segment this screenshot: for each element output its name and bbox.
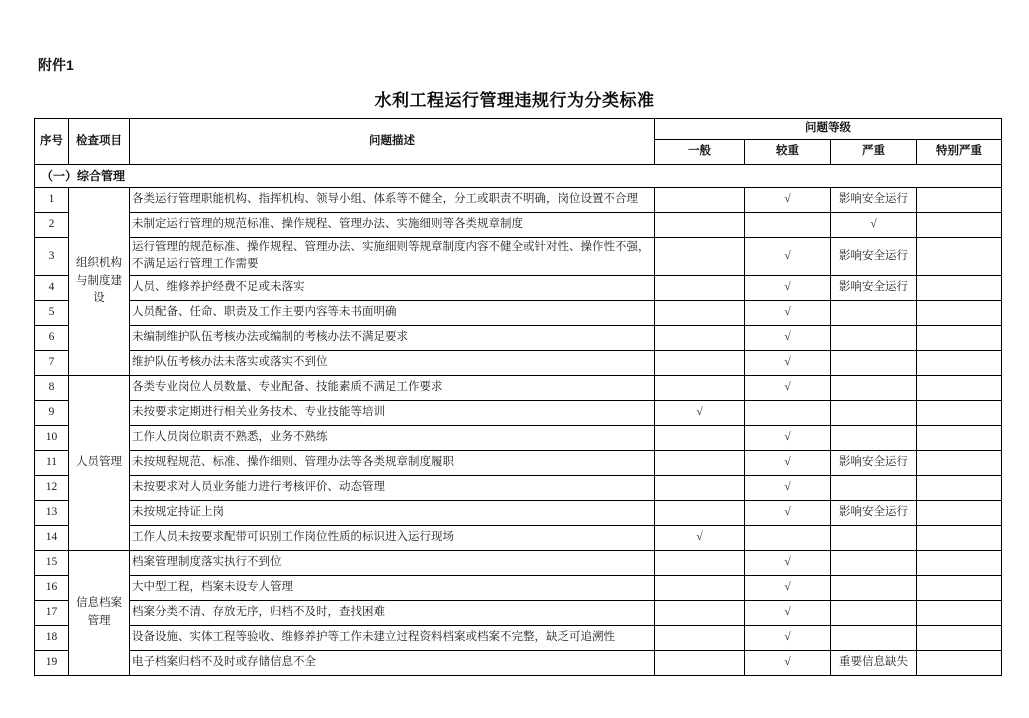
level-severe-cell xyxy=(831,475,917,500)
level-extreme-cell xyxy=(917,325,1002,350)
level-general-cell xyxy=(655,450,745,475)
level-moderate-cell: √ xyxy=(745,475,831,500)
seq-cell: 15 xyxy=(35,550,69,575)
level-general-cell: √ xyxy=(655,400,745,425)
seq-cell: 1 xyxy=(35,188,69,213)
seq-cell: 8 xyxy=(35,375,69,400)
seq-cell: 5 xyxy=(35,300,69,325)
header-level-severe: 严重 xyxy=(831,140,917,165)
description-cell: 大中型工程，档案未设专人管理 xyxy=(130,575,655,600)
level-moderate-cell: √ xyxy=(745,325,831,350)
seq-cell: 9 xyxy=(35,400,69,425)
description-cell: 维护队伍考核办法未落实或落实不到位 xyxy=(130,350,655,375)
level-extreme-cell xyxy=(917,650,1002,675)
level-moderate-cell: √ xyxy=(745,300,831,325)
level-extreme-cell xyxy=(917,600,1002,625)
table-row xyxy=(35,600,1002,625)
table-row xyxy=(35,450,1002,475)
table-row xyxy=(35,550,1002,575)
level-severe-cell: 重要信息缺失 xyxy=(831,650,917,675)
level-moderate-cell xyxy=(745,525,831,550)
level-extreme-cell xyxy=(917,213,1002,238)
description-cell: 档案管理制度落实执行不到位 xyxy=(130,550,655,575)
level-severe-cell xyxy=(831,375,917,400)
table-row xyxy=(35,650,1002,675)
seq-cell: 19 xyxy=(35,650,69,675)
level-severe-cell: 影响安全运行 xyxy=(831,450,917,475)
level-moderate-cell xyxy=(745,400,831,425)
level-general-cell xyxy=(655,575,745,600)
seq-cell: 12 xyxy=(35,475,69,500)
table-row xyxy=(35,375,1002,400)
table-row xyxy=(35,575,1002,600)
header-category: 检查项目 xyxy=(69,119,130,165)
header-level-extreme: 特别严重 xyxy=(917,140,1002,165)
level-extreme-cell xyxy=(917,425,1002,450)
seq-cell: 3 xyxy=(35,238,69,276)
page-title: 水利工程运行管理违规行为分类标准 xyxy=(374,91,655,110)
level-severe-cell: 影响安全运行 xyxy=(831,500,917,525)
table-row xyxy=(35,213,1002,238)
level-moderate-cell: √ xyxy=(745,500,831,525)
table-row xyxy=(35,625,1002,650)
level-general-cell xyxy=(655,188,745,213)
level-extreme-cell xyxy=(917,188,1002,213)
level-moderate-cell: √ xyxy=(745,575,831,600)
level-moderate-cell: √ xyxy=(745,625,831,650)
table-row xyxy=(35,238,1002,276)
level-severe-cell xyxy=(831,300,917,325)
table-row xyxy=(35,325,1002,350)
section-header-row xyxy=(35,165,1002,188)
level-general-cell xyxy=(655,350,745,375)
level-extreme-cell xyxy=(917,450,1002,475)
level-moderate-cell: √ xyxy=(745,650,831,675)
level-severe-cell xyxy=(831,550,917,575)
seq-cell: 11 xyxy=(35,450,69,475)
level-general-cell xyxy=(655,600,745,625)
level-severe-cell: √ xyxy=(831,213,917,238)
level-moderate-cell: √ xyxy=(745,425,831,450)
description-cell: 未按要求对人员业务能力进行考核评价、动态管理 xyxy=(130,475,655,500)
level-severe-cell xyxy=(831,575,917,600)
table-row xyxy=(35,525,1002,550)
level-extreme-cell xyxy=(917,525,1002,550)
description-cell: 未按要求定期进行相关业务技术、专业技能等培训 xyxy=(130,400,655,425)
level-general-cell xyxy=(655,325,745,350)
seq-cell: 17 xyxy=(35,600,69,625)
header-seq: 序号 xyxy=(35,119,69,165)
level-general-cell xyxy=(655,625,745,650)
classification-table xyxy=(34,118,1002,676)
level-moderate-cell: √ xyxy=(745,238,831,276)
level-extreme-cell xyxy=(917,500,1002,525)
level-extreme-cell xyxy=(917,300,1002,325)
level-general-cell xyxy=(655,550,745,575)
seq-cell: 13 xyxy=(35,500,69,525)
seq-cell: 18 xyxy=(35,625,69,650)
level-moderate-cell: √ xyxy=(745,350,831,375)
category-cell: 信息档案管理 xyxy=(69,550,130,675)
level-severe-cell xyxy=(831,600,917,625)
description-cell: 各类专业岗位人员数量、专业配备、技能素质不满足工作要求 xyxy=(130,375,655,400)
description-cell: 设备设施、实体工程等验收、维修养护等工作未建立过程资料档案或档案不完整，缺乏可追溯性 xyxy=(130,625,655,650)
table-row xyxy=(35,188,1002,213)
level-severe-cell: 影响安全运行 xyxy=(831,188,917,213)
level-general-cell xyxy=(655,213,745,238)
level-extreme-cell xyxy=(917,238,1002,276)
level-severe-cell: 影响安全运行 xyxy=(831,238,917,276)
description-cell: 档案分类不清、存放无序，归档不及时，查找困难 xyxy=(130,600,655,625)
section-title: （一）综合管理 xyxy=(35,165,1002,188)
level-severe-cell: 影响安全运行 xyxy=(831,275,917,300)
level-general-cell xyxy=(655,375,745,400)
level-general-cell xyxy=(655,238,745,276)
level-general-cell xyxy=(655,275,745,300)
level-extreme-cell xyxy=(917,375,1002,400)
table-row xyxy=(35,425,1002,450)
level-extreme-cell xyxy=(917,350,1002,375)
header-level-moderate: 较重 xyxy=(745,140,831,165)
level-moderate-cell xyxy=(745,213,831,238)
seq-cell: 4 xyxy=(35,275,69,300)
level-general-cell xyxy=(655,425,745,450)
seq-cell: 10 xyxy=(35,425,69,450)
level-general-cell: √ xyxy=(655,525,745,550)
description-cell: 人员、维修养护经费不足或未落实 xyxy=(130,275,655,300)
table-row xyxy=(35,500,1002,525)
description-cell: 运行管理的规范标准、操作规程、管理办法、实施细则等规章制度内容不健全或针对性、操作性不强，不满足运行管理工作需要 xyxy=(130,238,655,276)
description-cell: 未按规定持证上岗 xyxy=(130,500,655,525)
category-cell: 人员管理 xyxy=(69,375,130,550)
level-severe-cell xyxy=(831,350,917,375)
description-cell: 未编制维护队伍考核办法或编制的考核办法不满足要求 xyxy=(130,325,655,350)
level-extreme-cell xyxy=(917,400,1002,425)
level-extreme-cell xyxy=(917,550,1002,575)
table-row xyxy=(35,275,1002,300)
level-general-cell xyxy=(655,650,745,675)
level-severe-cell xyxy=(831,400,917,425)
seq-cell: 16 xyxy=(35,575,69,600)
description-cell: 工作人员未按要求配带可识别工作岗位性质的标识进入运行现场 xyxy=(130,525,655,550)
seq-cell: 2 xyxy=(35,213,69,238)
level-extreme-cell xyxy=(917,475,1002,500)
level-severe-cell xyxy=(831,325,917,350)
level-moderate-cell: √ xyxy=(745,375,831,400)
level-moderate-cell: √ xyxy=(745,275,831,300)
level-moderate-cell: √ xyxy=(745,450,831,475)
level-extreme-cell xyxy=(917,275,1002,300)
description-cell: 电子档案归档不及时或存储信息不全 xyxy=(130,650,655,675)
header-level-general: 一般 xyxy=(655,140,745,165)
level-severe-cell xyxy=(831,625,917,650)
category-cell: 组织机构与制度建设 xyxy=(69,188,130,376)
seq-cell: 7 xyxy=(35,350,69,375)
level-moderate-cell: √ xyxy=(745,188,831,213)
table-row xyxy=(35,300,1002,325)
description-cell: 工作人员岗位职责不熟悉，业务不熟练 xyxy=(130,425,655,450)
level-severe-cell xyxy=(831,425,917,450)
level-general-cell xyxy=(655,300,745,325)
seq-cell: 14 xyxy=(35,525,69,550)
level-severe-cell xyxy=(831,525,917,550)
description-cell: 未制定运行管理的规范标准、操作规程、管理办法、实施细则等各类规章制度 xyxy=(130,213,655,238)
header-description: 问题描述 xyxy=(130,119,655,165)
description-cell: 人员配备、任命、职责及工作主要内容等未书面明确 xyxy=(130,300,655,325)
level-moderate-cell: √ xyxy=(745,550,831,575)
attachment-label: 附件1 xyxy=(38,57,74,73)
level-general-cell xyxy=(655,475,745,500)
level-general-cell xyxy=(655,500,745,525)
description-cell: 各类运行管理职能机构、指挥机构、领导小组、体系等不健全，分工或职责不明确，岗位设置不合理 xyxy=(130,188,655,213)
table-row xyxy=(35,350,1002,375)
description-cell: 未按规程规范、标准、操作细则、管理办法等各类规章制度履职 xyxy=(130,450,655,475)
table-row xyxy=(35,475,1002,500)
seq-cell: 6 xyxy=(35,325,69,350)
level-extreme-cell xyxy=(917,625,1002,650)
level-moderate-cell: √ xyxy=(745,600,831,625)
level-extreme-cell xyxy=(917,575,1002,600)
table-row xyxy=(35,400,1002,425)
header-level-group: 问题等级 xyxy=(655,119,1002,140)
